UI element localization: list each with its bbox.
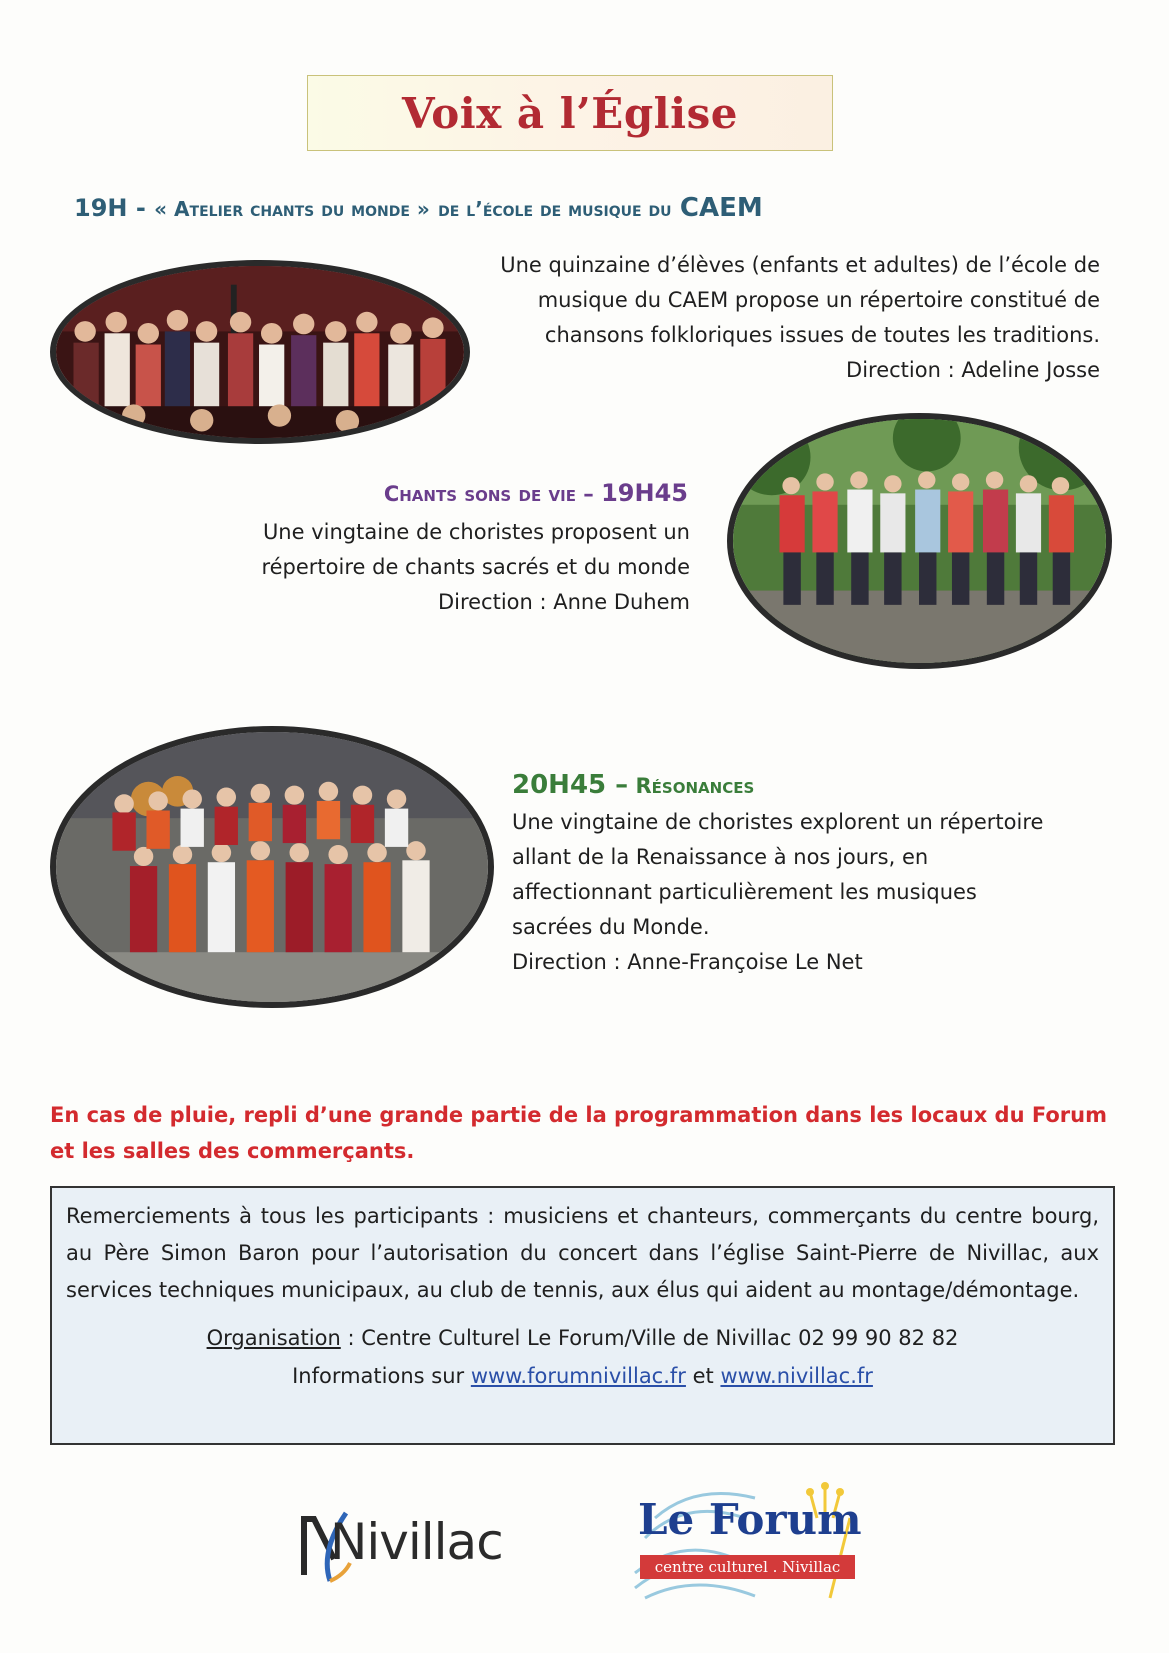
section2-heading xyxy=(324,479,688,507)
section3-heading xyxy=(512,770,754,800)
organisation-label: Organisation xyxy=(206,1326,341,1350)
section3-line: sacrées du Monde. xyxy=(512,915,710,939)
section3-description xyxy=(512,805,1112,980)
thanks-box xyxy=(50,1186,1115,1445)
section1-workshop: « Atelier chants du monde » xyxy=(154,197,430,221)
section2-line: Une vingtaine de choristes proposent un xyxy=(262,520,690,544)
section2-name: Chants sons de vie – xyxy=(383,482,594,506)
section1-description xyxy=(440,248,1100,388)
info-line xyxy=(66,1357,1099,1395)
section2-direction: Direction : Anne Duhem xyxy=(437,590,690,614)
section2-description xyxy=(210,515,690,620)
section3-direction: Direction : Anne-Françoise Le Net xyxy=(512,950,863,974)
section3-line: affectionnant particulièrement les musiques xyxy=(512,880,977,904)
section1-caem: CAEM xyxy=(679,193,763,223)
section1-time: 19H - xyxy=(74,194,146,222)
organisation-block xyxy=(66,1319,1099,1395)
section2-time: 19H45 xyxy=(601,479,688,507)
le-forum-subtitle: centre culturel . Nivillac xyxy=(640,1555,855,1579)
title-box xyxy=(307,75,833,151)
section3-time: 20H45 – xyxy=(512,770,629,800)
page-title: Voix à l’Église xyxy=(402,88,738,138)
le-forum-title: Le Forum xyxy=(638,1495,862,1544)
chants-sons-de-vie-photo xyxy=(727,413,1112,669)
section1-line: Une quinzaine d’élèves (enfants et adultes) de l’école de xyxy=(500,253,1100,277)
section3-line: Une vingtaine de choristes explorent un répertoire xyxy=(512,810,1044,834)
section3-name: Résonances xyxy=(635,774,755,798)
section1-line: chansons folkloriques issues de toutes les traditions. xyxy=(544,323,1100,347)
section1-line: musique du CAEM propose un répertoire constitué de xyxy=(537,288,1100,312)
nivillac-logo-text: Nivillac xyxy=(330,1513,503,1571)
section1-direction: Direction : Adeline Josse xyxy=(846,358,1100,382)
nivillac-link[interactable]: www.nivillac.fr xyxy=(720,1364,873,1388)
thanks-text: Remerciements à tous les participants : musiciens et chanteurs, commerçants du centre bourg, au Père Simon Baron pour l’autorisation du concert dans l’église Saint-Pierre de Nivillac, aux services techniques municipaux, au club de tennis, aux élus qui aident au montage/démontage. xyxy=(66,1204,1099,1302)
section2-line: répertoire de chants sacrés et du monde xyxy=(261,555,690,579)
section3-line: allant de la Renaissance à nos jours, en xyxy=(512,845,929,869)
caem-choir-photo xyxy=(50,260,470,444)
resonances-choir-photo xyxy=(50,726,494,1008)
organisation-text: : Centre Culturel Le Forum/Ville de Nivillac 02 99 90 82 82 xyxy=(340,1326,959,1350)
section1-heading xyxy=(74,193,763,223)
section1-school: de l’école de musique du xyxy=(438,197,672,221)
organisation-line xyxy=(66,1319,1099,1357)
info-prefix: Informations sur xyxy=(292,1364,471,1388)
rain-notice: En cas de pluie, repli d’une grande partie de la programmation dans les locaux du Forum et les salles des commerçants. xyxy=(50,1103,1107,1163)
forumnivillac-link[interactable]: www.forumnivillac.fr xyxy=(470,1364,686,1388)
link-joiner: et xyxy=(685,1364,721,1388)
